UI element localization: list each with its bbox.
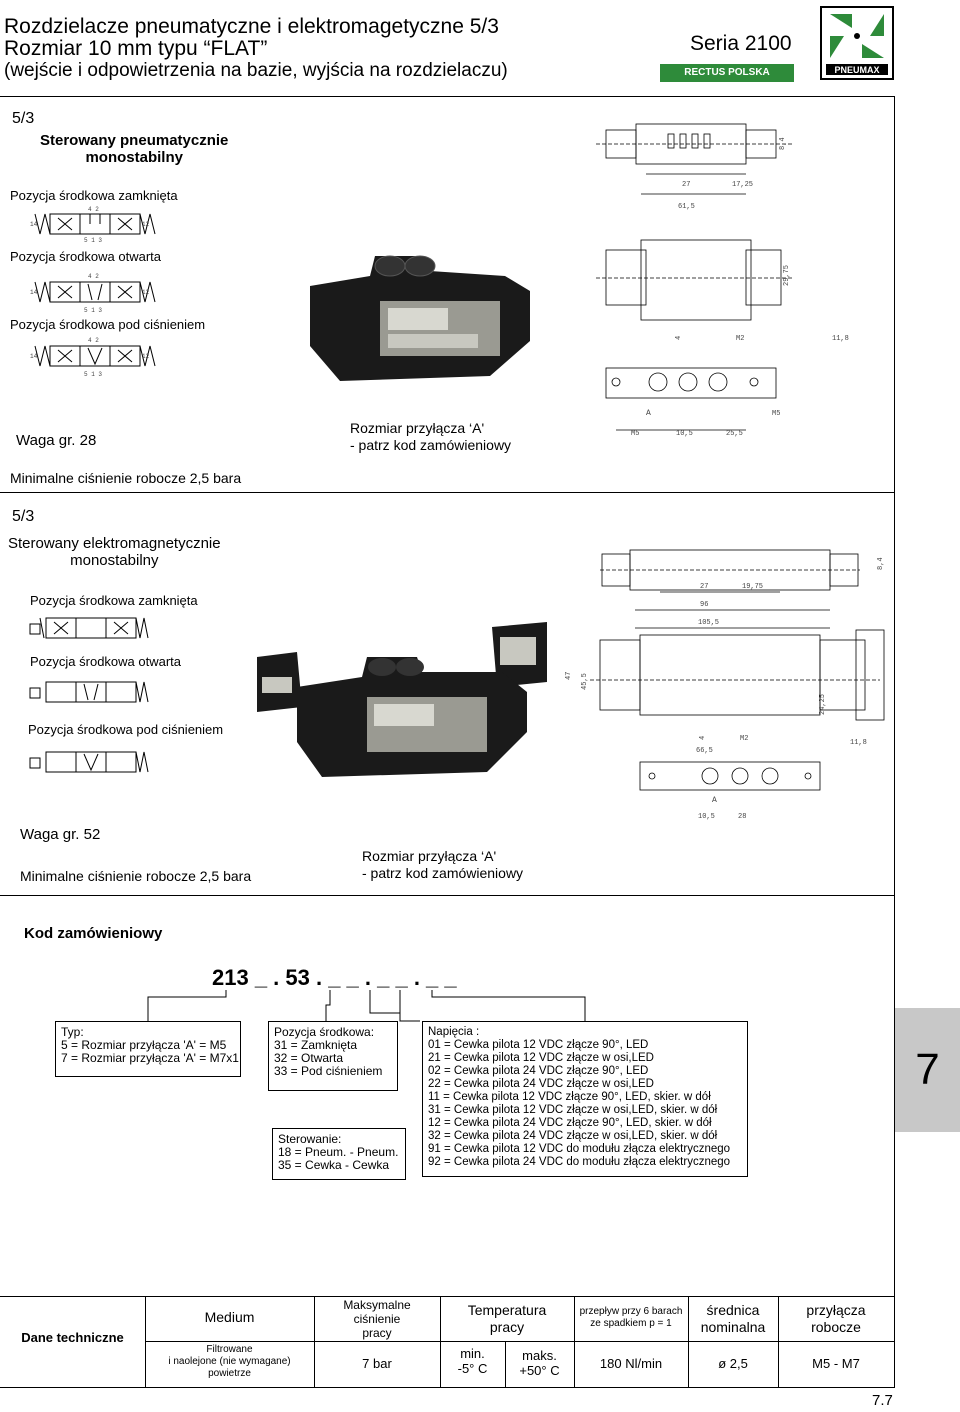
voltage-box — [422, 1021, 748, 1177]
s1-sym3-p14: 14 — [30, 353, 38, 360]
s2-port-size-line1: Rozmiar przyłącza ‘A' — [362, 848, 497, 864]
s1-port-size-line1: Rozmiar przyłącza ‘A' — [350, 420, 485, 436]
type-box-line2: 7 = Rozmiar przyłącza 'A' = M7x1 — [61, 1051, 239, 1065]
voltage-line-6: 31 = Cewka pilota 12 VDC złącze w osi,LED, skier. w dół — [428, 1104, 718, 1116]
tech-temp-max-value: +50° C — [519, 1363, 560, 1378]
tech-temp-h1: Temperatura — [467, 1302, 547, 1318]
tech-dn-header — [688, 1302, 778, 1336]
series-label: Seria 2100 — [690, 32, 792, 55]
s2-port-size — [362, 848, 523, 882]
tech-maxp-h1: Maksymalne — [343, 1298, 411, 1312]
s2-valve-photo — [252, 612, 552, 782]
s1-pos-pressure: Pozycja środkowa pod ciśnieniem — [10, 317, 206, 332]
s2-dim-8-4: 8,4 — [877, 557, 885, 570]
voltage-line-2: 21 = Cewka pilota 12 VDC złącze w osi,LED — [428, 1052, 654, 1064]
s2-dim-45-5: 45,5 — [581, 673, 589, 690]
s2-control-line2: monostabilny — [70, 552, 159, 569]
s2-dim-a: A — [712, 796, 717, 805]
s1-weight: Waga gr. 28 — [16, 432, 97, 449]
s1-port-size-line2: - patrz kod zamówieniowy — [350, 437, 512, 453]
tech-dn-h1: średnica — [706, 1302, 760, 1318]
center-box-line3: 33 = Pod ciśnieniem — [274, 1064, 383, 1078]
s1-dim-61-5: 61,5 — [678, 203, 695, 211]
s2-dim-96: 96 — [700, 601, 709, 609]
s2-dim-28: 28 — [738, 813, 747, 821]
s2-dim-27: 27 — [700, 583, 709, 591]
s2-dim-4: 4 — [699, 735, 707, 740]
s2-symbol-open — [22, 670, 162, 714]
type-box — [55, 1021, 241, 1077]
voltage-box-title: Napięcia : — [428, 1026, 480, 1038]
s1-sym2-p513: 5 1 3 — [84, 307, 103, 314]
voltage-line-7: 12 = Cewka pilota 24 VDC złącze 90°, LED, skier. w dół — [428, 1117, 712, 1129]
s1-valve-photo — [300, 246, 540, 386]
s2-dim-10-5: 10,5 — [698, 813, 715, 821]
control-box-line1: 18 = Pneum. - Pneum. — [278, 1145, 399, 1159]
title-line-2: Rozmiar 10 mm typu “FLAT” — [4, 37, 268, 60]
tech-maxp-value: 7 bar — [362, 1356, 392, 1371]
tech-medium-value — [145, 1344, 314, 1380]
s1-dim-17-25: 17,25 — [732, 181, 754, 189]
type-box-line1: 5 = Rozmiar przyłącza 'A' = M5 — [61, 1038, 227, 1052]
tech-flow-h1: przepływ przy 6 barach — [579, 1306, 683, 1317]
tech-temp-min-value: -5° C — [457, 1361, 488, 1376]
tech-temp-h2: pracy — [489, 1319, 525, 1335]
s2-dim-11-8: 11,8 — [850, 739, 867, 747]
s1-sym2-p42: 4 2 — [88, 273, 99, 280]
tech-temp-max — [505, 1348, 574, 1378]
s1-sym1-p513: 5 1 3 — [84, 237, 103, 244]
tech-flow-value: 180 Nl/min — [599, 1356, 663, 1371]
s1-symbol-pressure — [30, 334, 160, 378]
s1-dim-m5b: M5 — [772, 410, 781, 418]
s2-dim-24-25: 24,25 — [819, 693, 827, 715]
type-box-title: Typ: — [61, 1025, 84, 1039]
s1-pos-closed: Pozycja środkowa zamknięta — [10, 188, 178, 203]
title-line-3: (wejście i odpowietrzenia na bazie, wyjścia na rozdzielaczu) — [4, 60, 508, 81]
voltage-line-3: 02 = Cewka pilota 24 VDC złącze 90°, LED — [428, 1065, 649, 1077]
s1-pos-open: Pozycja środkowa otwarta — [10, 249, 162, 264]
pneumax-logo — [820, 6, 894, 80]
tech-dn-h2: nominalna — [700, 1319, 766, 1335]
s2-control-line1: Sterowany elektromagnetycznie — [8, 535, 221, 552]
tech-maxp-h3: pracy — [362, 1326, 392, 1340]
chapter-tab — [895, 1008, 960, 1132]
s1-dim-4: 4 — [675, 335, 683, 340]
s2-dim-19-75: 19,75 — [742, 583, 764, 591]
voltage-line-5: 11 = Cewka pilota 12 VDC złącze 90°, LED, skier. w dół — [428, 1091, 711, 1103]
s1-port-size — [350, 420, 511, 454]
s1-sym1-p42: 4 2 — [88, 206, 99, 213]
s1-control-line1: Sterowany pneumatycznie — [40, 132, 229, 149]
tech-medium-v2: i naolejone (nie wymagane) — [168, 1356, 291, 1367]
control-box-line2: 35 = Cewka - Cewka — [278, 1158, 390, 1172]
s2-pos-closed: Pozycja środkowa zamknięta — [30, 593, 198, 608]
s1-function: 5/3 — [12, 110, 35, 127]
s1-drawing — [596, 110, 849, 440]
tech-temp-min-label: min. — [460, 1346, 485, 1361]
distributor-label: RECTUS POLSKA — [684, 67, 770, 78]
s1-sym1-p12: 12 — [142, 221, 150, 228]
voltage-line-9: 91 = Cewka pilota 12 VDC do modułu złącza elektrycznego — [428, 1143, 731, 1155]
logo-text: PNEUMAX — [834, 65, 880, 75]
tech-flow-h2: ze spadkiem p = 1 — [590, 1318, 672, 1329]
tech-maxp-header — [314, 1298, 440, 1340]
s1-symbol-closed — [30, 204, 160, 244]
s2-drawing — [560, 540, 894, 830]
s1-sym3-p513: 5 1 3 — [84, 371, 103, 378]
s2-dim-m2: M2 — [740, 735, 749, 743]
control-box-title: Sterowanie: — [278, 1132, 342, 1146]
s2-min-pressure: Minimalne ciśnienie robocze 2,5 bara — [20, 868, 252, 884]
divider-section1 — [0, 96, 895, 97]
s1-sym2-p14: 14 — [30, 289, 38, 296]
s1-sym2-p12: 12 — [142, 289, 150, 296]
tech-medium-v3: powietrze — [208, 1368, 251, 1379]
s1-dim-8-4: 8,4 — [779, 137, 787, 150]
order-code: 213 _ . 53 . _ _ . _ _ . _ _ — [212, 965, 457, 990]
tech-dn-value: ø 2,5 — [718, 1356, 748, 1371]
s2-dim-47: 47 — [565, 671, 573, 680]
s2-dim-105-5: 105,5 — [698, 619, 720, 627]
voltage-line-4: 22 = Cewka pilota 24 VDC złącze w osi,LED — [428, 1078, 654, 1090]
tech-maxp-h2: ciśnienie — [353, 1312, 401, 1326]
divider-order — [0, 895, 895, 896]
s1-dim-m2: M2 — [736, 335, 745, 343]
tech-ports-h2: robocze — [811, 1319, 861, 1335]
tech-medium-header: Medium — [204, 1309, 255, 1325]
s2-weight: Waga gr. 52 — [20, 826, 101, 843]
order-heading: Kod zamówieniowy — [24, 925, 163, 942]
divider-section2 — [0, 492, 895, 493]
s1-control-line2: monostabilny — [85, 149, 183, 166]
tech-flow-header — [574, 1306, 688, 1330]
tech-ports-header — [778, 1302, 894, 1336]
s2-function: 5/3 — [12, 508, 35, 525]
center-position-box — [268, 1021, 398, 1091]
s1-dim-a: A — [646, 409, 651, 418]
s2-control-title — [8, 535, 221, 569]
chapter-number: 7 — [915, 1045, 940, 1094]
center-box-title: Pozycja środkowa: — [274, 1025, 375, 1039]
voltage-line-10: 92 = Cewka pilota 24 VDC do modułu złącza elektrycznego — [428, 1156, 731, 1168]
s1-symbol-open — [30, 270, 160, 314]
tech-ports-value: M5 - M7 — [812, 1356, 860, 1371]
s2-dim-66-5: 66,5 — [696, 747, 713, 755]
s2-pos-open: Pozycja środkowa otwarta — [30, 654, 182, 669]
distributor-badge — [660, 64, 794, 82]
s2-symbol-closed — [22, 606, 162, 650]
tech-ports-h1: przyłącza — [806, 1302, 866, 1318]
tech-medium-v1: Filtrowane — [206, 1344, 253, 1355]
control-box — [272, 1128, 406, 1180]
s1-control-title — [40, 132, 228, 166]
s2-pos-pressure: Pozycja środkowa pod ciśnieniem — [28, 722, 224, 737]
page-title — [4, 16, 508, 82]
tech-temp-header — [440, 1302, 574, 1336]
tech-temp-max-label: maks. — [522, 1348, 557, 1363]
center-box-line2: 32 = Otwarta — [274, 1051, 344, 1065]
s1-min-pressure: Minimalne ciśnienie robocze 2,5 bara — [10, 470, 242, 486]
voltage-line-8: 32 = Cewka pilota 24 VDC złącze w osi,LED, skier. w dół — [428, 1130, 718, 1142]
voltage-line-1: 01 = Cewka pilota 12 VDC złącze 90°, LED — [428, 1039, 649, 1051]
tech-temp-min — [440, 1346, 505, 1376]
s1-dim-27: 27 — [682, 181, 691, 189]
s1-dim-m5a: M5 — [631, 430, 640, 438]
s1-dim-11-8: 11,8 — [832, 335, 849, 343]
s2-symbol-pressure — [22, 740, 162, 784]
center-box-line1: 31 = Zamknięta — [274, 1038, 358, 1052]
s1-sym3-p12: 12 — [142, 353, 150, 360]
s1-sym1-p14: 14 — [30, 221, 38, 228]
page-number: 7.7 — [872, 1392, 893, 1409]
tech-label: Dane techniczne — [21, 1330, 124, 1345]
title-line-1: Rozdzielacze pneumatyczne i elektromagetyczne 5/3 — [4, 15, 499, 38]
s1-dim-29-75: 29,75 — [783, 264, 791, 286]
s2-port-size-line2: - patrz kod zamówieniowy — [362, 865, 524, 881]
s1-dim-10-5: 10,5 — [676, 430, 693, 438]
s1-dim-25-5: 25,5 — [726, 430, 743, 438]
s1-sym3-p42: 4 2 — [88, 337, 99, 344]
